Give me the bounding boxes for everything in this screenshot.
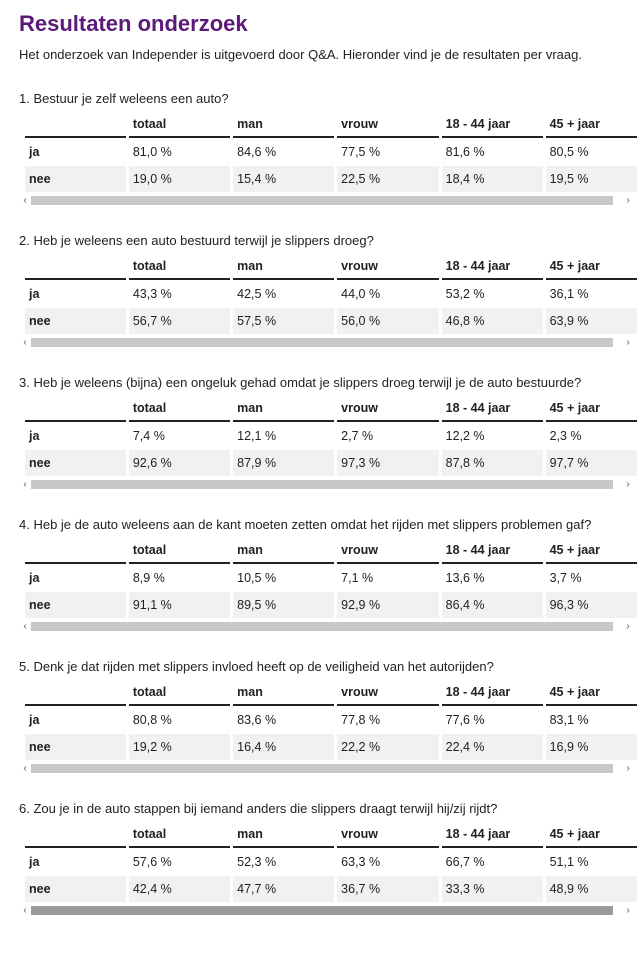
row-label: ja (25, 706, 126, 733)
scroll-right-icon[interactable]: › (626, 621, 630, 632)
question-text: 6. Zou je in de auto stappen bij iemand anders die slippers draagt terwijl hij/zij rijdt? (19, 801, 498, 816)
scroll-left-icon[interactable]: ‹ (23, 905, 27, 916)
table-cell: 16,9 % (546, 733, 637, 760)
results-table-wrapper (19, 253, 640, 334)
column-header: 18 - 44 jaar (442, 537, 543, 564)
table-cell: 19,0 % (129, 165, 230, 192)
question-text: 5. Denk je dat rijden met slippers invloed heeft op de veiligheid van het autorijden? (19, 659, 494, 674)
table-cell: 87,8 % (442, 449, 543, 476)
table-cell: 43,3 % (129, 280, 230, 307)
scroll-right-icon[interactable]: › (626, 479, 630, 490)
table-cell: 19,2 % (129, 733, 230, 760)
horizontal-scrollbar[interactable] (19, 478, 630, 491)
table-cell: 12,1 % (233, 422, 334, 449)
column-header: 18 - 44 jaar (442, 821, 543, 848)
table-cell: 13,6 % (442, 564, 543, 591)
column-header: totaal (129, 537, 230, 564)
table-cell: 36,7 % (337, 875, 438, 902)
table-cell: 89,5 % (233, 591, 334, 618)
column-header: man (233, 111, 334, 138)
table-cell: 48,9 % (546, 875, 637, 902)
table-cell: 91,1 % (129, 591, 230, 618)
table-cell: 2,7 % (337, 422, 438, 449)
question-section (19, 374, 640, 491)
row-label: nee (25, 449, 126, 476)
table-cell: 46,8 % (442, 307, 543, 334)
column-header: totaal (129, 253, 230, 280)
table-cell: 77,5 % (337, 138, 438, 165)
table-cell: 81,6 % (442, 138, 543, 165)
table-row (25, 138, 637, 165)
table-cell: 53,2 % (442, 280, 543, 307)
table-cell: 8,9 % (129, 564, 230, 591)
column-header: man (233, 253, 334, 280)
question-section (19, 800, 640, 917)
table-cell: 77,8 % (337, 706, 438, 733)
table-cell: 18,4 % (442, 165, 543, 192)
intro-text: Het onderzoek van Independer is uitgevoerd door Q&A. Hieronder vind je de resultaten per vraag. (19, 47, 582, 62)
scroll-left-icon[interactable]: ‹ (23, 337, 27, 348)
column-header: 18 - 44 jaar (442, 111, 543, 138)
column-header: totaal (129, 821, 230, 848)
table-cell: 97,7 % (546, 449, 637, 476)
column-header: totaal (129, 111, 230, 138)
column-header: vrouw (337, 537, 438, 564)
column-header: 45 + jaar (546, 395, 637, 422)
table-header-row (25, 821, 637, 848)
row-label: nee (25, 591, 126, 618)
scrollbar-thumb[interactable] (31, 622, 613, 631)
table-cell: 92,6 % (129, 449, 230, 476)
header-blank-cell (25, 395, 126, 422)
table-cell: 57,5 % (233, 307, 334, 334)
table-cell: 10,5 % (233, 564, 334, 591)
results-table-wrapper (19, 395, 640, 476)
table-cell: 56,0 % (337, 307, 438, 334)
results-table-wrapper (19, 111, 640, 192)
table-row (25, 591, 637, 618)
results-table (22, 537, 640, 618)
column-header: man (233, 395, 334, 422)
scroll-right-icon[interactable]: › (626, 337, 630, 348)
column-header: man (233, 821, 334, 848)
table-cell: 77,6 % (442, 706, 543, 733)
table-cell: 7,4 % (129, 422, 230, 449)
column-header: 45 + jaar (546, 821, 637, 848)
results-table (22, 395, 640, 476)
table-cell: 36,1 % (546, 280, 637, 307)
question-text: 1. Bestuur je zelf weleens een auto? (19, 91, 229, 106)
table-cell: 19,5 % (546, 165, 637, 192)
column-header: totaal (129, 395, 230, 422)
table-cell: 83,6 % (233, 706, 334, 733)
table-row (25, 564, 637, 591)
table-cell: 42,5 % (233, 280, 334, 307)
column-header: 45 + jaar (546, 111, 637, 138)
column-header: man (233, 537, 334, 564)
table-cell: 80,8 % (129, 706, 230, 733)
table-cell: 83,1 % (546, 706, 637, 733)
table-cell: 16,4 % (233, 733, 334, 760)
table-row (25, 422, 637, 449)
table-cell: 44,0 % (337, 280, 438, 307)
table-cell: 56,7 % (129, 307, 230, 334)
table-cell: 86,4 % (442, 591, 543, 618)
header-blank-cell (25, 111, 126, 138)
table-row (25, 733, 637, 760)
page-title: Resultaten onderzoek (19, 11, 248, 36)
results-table-wrapper (19, 537, 640, 618)
table-row (25, 449, 637, 476)
scrollbar-thumb[interactable] (31, 338, 613, 347)
question-text: 4. Heb je de auto weleens aan de kant moeten zetten omdat het rijden met slippers problemen gaf? (19, 517, 592, 532)
scrollbar-thumb[interactable] (31, 196, 613, 205)
scrollbar-thumb[interactable] (31, 906, 613, 915)
table-header-row (25, 253, 637, 280)
column-header: 18 - 44 jaar (442, 253, 543, 280)
column-header: totaal (129, 679, 230, 706)
table-cell: 63,3 % (337, 848, 438, 875)
table-cell: 66,7 % (442, 848, 543, 875)
scroll-left-icon[interactable]: ‹ (23, 479, 27, 490)
table-row (25, 165, 637, 192)
table-cell: 80,5 % (546, 138, 637, 165)
table-cell: 15,4 % (233, 165, 334, 192)
table-cell: 22,2 % (337, 733, 438, 760)
table-cell: 42,4 % (129, 875, 230, 902)
results-table-wrapper (19, 821, 640, 902)
table-cell: 33,3 % (442, 875, 543, 902)
table-header-row (25, 111, 637, 138)
header-blank-cell (25, 679, 126, 706)
header-blank-cell (25, 537, 126, 564)
row-label: ja (25, 138, 126, 165)
row-label: nee (25, 307, 126, 334)
table-row (25, 706, 637, 733)
horizontal-scrollbar[interactable] (19, 194, 630, 207)
row-label: ja (25, 280, 126, 307)
table-header-row (25, 395, 637, 422)
results-table-wrapper (19, 679, 640, 760)
table-cell: 84,6 % (233, 138, 334, 165)
column-header: vrouw (337, 253, 438, 280)
row-label: nee (25, 875, 126, 902)
column-header: man (233, 679, 334, 706)
column-header: vrouw (337, 111, 438, 138)
column-header: 45 + jaar (546, 253, 637, 280)
header-blank-cell (25, 253, 126, 280)
scroll-left-icon[interactable]: ‹ (23, 763, 27, 774)
column-header: 18 - 44 jaar (442, 395, 543, 422)
column-header: 45 + jaar (546, 537, 637, 564)
table-cell: 97,3 % (337, 449, 438, 476)
table-cell: 57,6 % (129, 848, 230, 875)
row-label: ja (25, 848, 126, 875)
table-header-row (25, 537, 637, 564)
table-row (25, 875, 637, 902)
row-label: nee (25, 165, 126, 192)
scrollbar-thumb[interactable] (31, 480, 613, 489)
table-cell: 63,9 % (546, 307, 637, 334)
question-text: 3. Heb je weleens (bijna) een ongeluk gehad omdat je slippers droeg terwijl je de auto bestuurde? (19, 375, 582, 390)
question-text: 2. Heb je weleens een auto bestuurd terwijl je slippers droeg? (19, 233, 374, 248)
horizontal-scrollbar[interactable] (19, 336, 630, 349)
scroll-left-icon[interactable]: ‹ (23, 621, 27, 632)
column-header: vrouw (337, 821, 438, 848)
horizontal-scrollbar[interactable] (19, 762, 630, 775)
table-cell: 7,1 % (337, 564, 438, 591)
table-cell: 52,3 % (233, 848, 334, 875)
scroll-right-icon[interactable]: › (626, 195, 630, 206)
scroll-right-icon[interactable]: › (626, 763, 630, 774)
table-cell: 81,0 % (129, 138, 230, 165)
table-header-row (25, 679, 637, 706)
column-header: 18 - 44 jaar (442, 679, 543, 706)
results-table (22, 821, 640, 902)
table-cell: 96,3 % (546, 591, 637, 618)
question-section (19, 658, 640, 775)
table-cell: 22,5 % (337, 165, 438, 192)
table-cell: 12,2 % (442, 422, 543, 449)
scroll-left-icon[interactable]: ‹ (23, 195, 27, 206)
table-cell: 22,4 % (442, 733, 543, 760)
scroll-right-icon[interactable]: › (626, 905, 630, 916)
scrollbar-thumb[interactable] (31, 764, 613, 773)
results-sections (19, 90, 640, 917)
question-section (19, 90, 640, 207)
table-row (25, 280, 637, 307)
column-header: vrouw (337, 395, 438, 422)
header-blank-cell (25, 821, 126, 848)
question-section (19, 516, 640, 633)
table-cell: 87,9 % (233, 449, 334, 476)
table-row (25, 307, 637, 334)
results-table (22, 111, 640, 192)
horizontal-scrollbar[interactable] (19, 620, 630, 633)
column-header: vrouw (337, 679, 438, 706)
row-label: ja (25, 564, 126, 591)
table-cell: 47,7 % (233, 875, 334, 902)
table-row (25, 848, 637, 875)
horizontal-scrollbar[interactable] (19, 904, 630, 917)
table-cell: 2,3 % (546, 422, 637, 449)
results-table (22, 679, 640, 760)
column-header: 45 + jaar (546, 679, 637, 706)
row-label: nee (25, 733, 126, 760)
table-cell: 3,7 % (546, 564, 637, 591)
row-label: ja (25, 422, 126, 449)
table-cell: 51,1 % (546, 848, 637, 875)
results-table (22, 253, 640, 334)
table-cell: 92,9 % (337, 591, 438, 618)
question-section (19, 232, 640, 349)
